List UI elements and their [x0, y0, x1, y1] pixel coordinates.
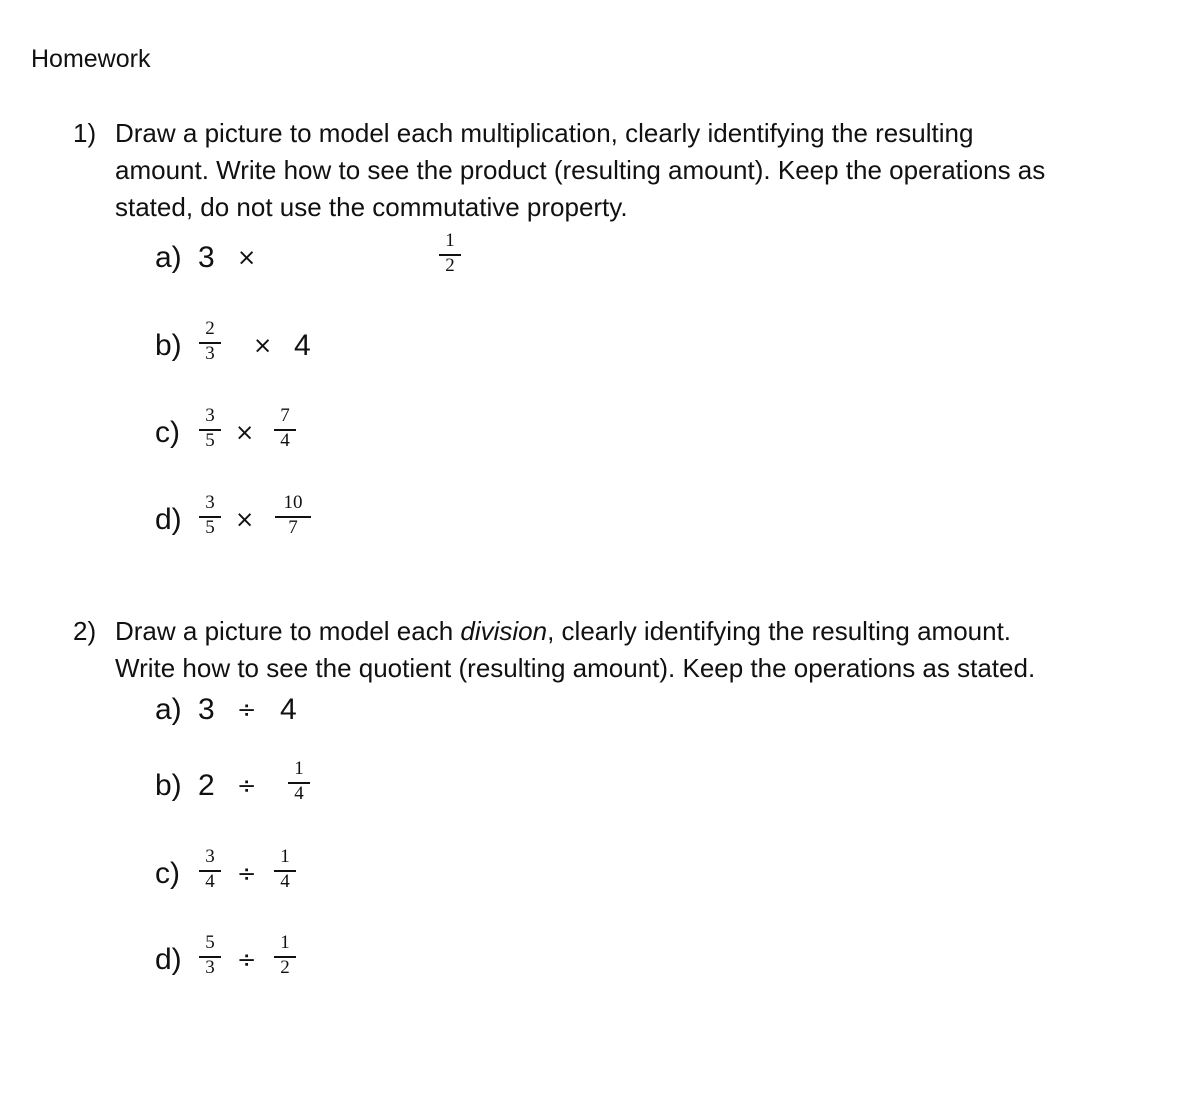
question-text-line: Draw a picture to model each multiplication, clearly identifying the resulting	[115, 118, 974, 148]
fraction	[199, 846, 221, 896]
part-label: a)	[155, 241, 182, 274]
fraction	[288, 758, 310, 808]
problem-2d	[155, 932, 355, 988]
emphasized-word: division	[460, 616, 548, 646]
fraction-numerator: 1	[294, 758, 304, 779]
fraction-numerator: 3	[205, 405, 215, 426]
times-sign: ×	[235, 507, 255, 533]
part-label: c)	[155, 416, 180, 449]
fraction	[439, 230, 461, 280]
part-label: d)	[155, 943, 182, 976]
fraction-denominator: 4	[205, 871, 215, 892]
fraction	[274, 405, 296, 455]
divide-sign: ÷	[237, 697, 257, 723]
problem-1a	[155, 230, 455, 286]
question-text-line: amount. Write how to see the product (resulting amount). Keep the operations as	[115, 155, 1046, 185]
question-number: 1)	[73, 118, 97, 148]
fraction	[199, 318, 221, 368]
divide-sign: ÷	[237, 773, 257, 799]
fraction-denominator: 4	[280, 430, 290, 451]
fraction-denominator: 4	[294, 783, 304, 804]
times-sign: ×	[237, 245, 257, 271]
fraction-denominator: 5	[205, 430, 215, 451]
fraction-denominator: 7	[288, 517, 298, 538]
fraction	[274, 846, 296, 896]
part-label: d)	[155, 503, 182, 536]
page-title: Homework	[31, 45, 151, 73]
fraction-numerator: 10	[283, 492, 303, 513]
fraction-numerator: 5	[205, 932, 215, 953]
fraction-denominator: 5	[205, 517, 215, 538]
fraction-numerator: 2	[205, 318, 215, 339]
part-label: b)	[155, 769, 182, 802]
divide-sign: ÷	[237, 947, 257, 973]
problem-2b	[155, 758, 355, 814]
operand-whole: 2	[198, 769, 215, 802]
problem-1b	[155, 318, 355, 374]
fraction	[274, 932, 296, 982]
fraction-numerator: 7	[280, 405, 290, 426]
fraction-denominator: 2	[280, 957, 290, 978]
fraction-numerator: 1	[280, 846, 290, 867]
fraction	[199, 405, 221, 455]
part-label: c)	[155, 857, 180, 890]
fraction	[275, 492, 311, 542]
operand-whole: 3	[198, 693, 215, 726]
fraction	[199, 492, 221, 542]
operand-whole: 3	[198, 241, 215, 274]
times-sign: ×	[253, 333, 273, 359]
question-text-segment: , clearly identifying the resulting amount.	[547, 616, 1012, 646]
fraction-denominator: 2	[445, 255, 455, 276]
operand-whole: 4	[294, 329, 311, 362]
question-number: 2)	[73, 616, 97, 646]
question-text-line: stated, do not use the commutative property.	[115, 192, 628, 222]
question-text-line	[115, 613, 1135, 650]
fraction-denominator: 4	[280, 871, 290, 892]
fraction	[199, 932, 221, 982]
question-text-segment: Draw a picture to model each	[115, 616, 461, 646]
operand-whole: 4	[280, 693, 297, 726]
fraction-numerator: 3	[205, 492, 215, 513]
divide-sign: ÷	[237, 861, 257, 887]
fraction-denominator: 3	[205, 957, 215, 978]
fraction-numerator: 1	[445, 230, 455, 251]
problem-1d	[155, 492, 355, 548]
question-text	[115, 613, 1135, 687]
question-text-line: Write how to see the quotient (resulting amount). Keep the operations as stated.	[115, 653, 1036, 683]
problem-1c	[155, 405, 355, 461]
part-label: b)	[155, 329, 182, 362]
part-label: a)	[155, 693, 182, 726]
fraction-numerator: 3	[205, 846, 215, 867]
times-sign: ×	[235, 420, 255, 446]
question-text	[115, 115, 1135, 226]
fraction-denominator: 3	[205, 343, 215, 364]
problem-2c	[155, 846, 355, 902]
problem-2a	[155, 682, 355, 738]
fraction-numerator: 1	[280, 932, 290, 953]
